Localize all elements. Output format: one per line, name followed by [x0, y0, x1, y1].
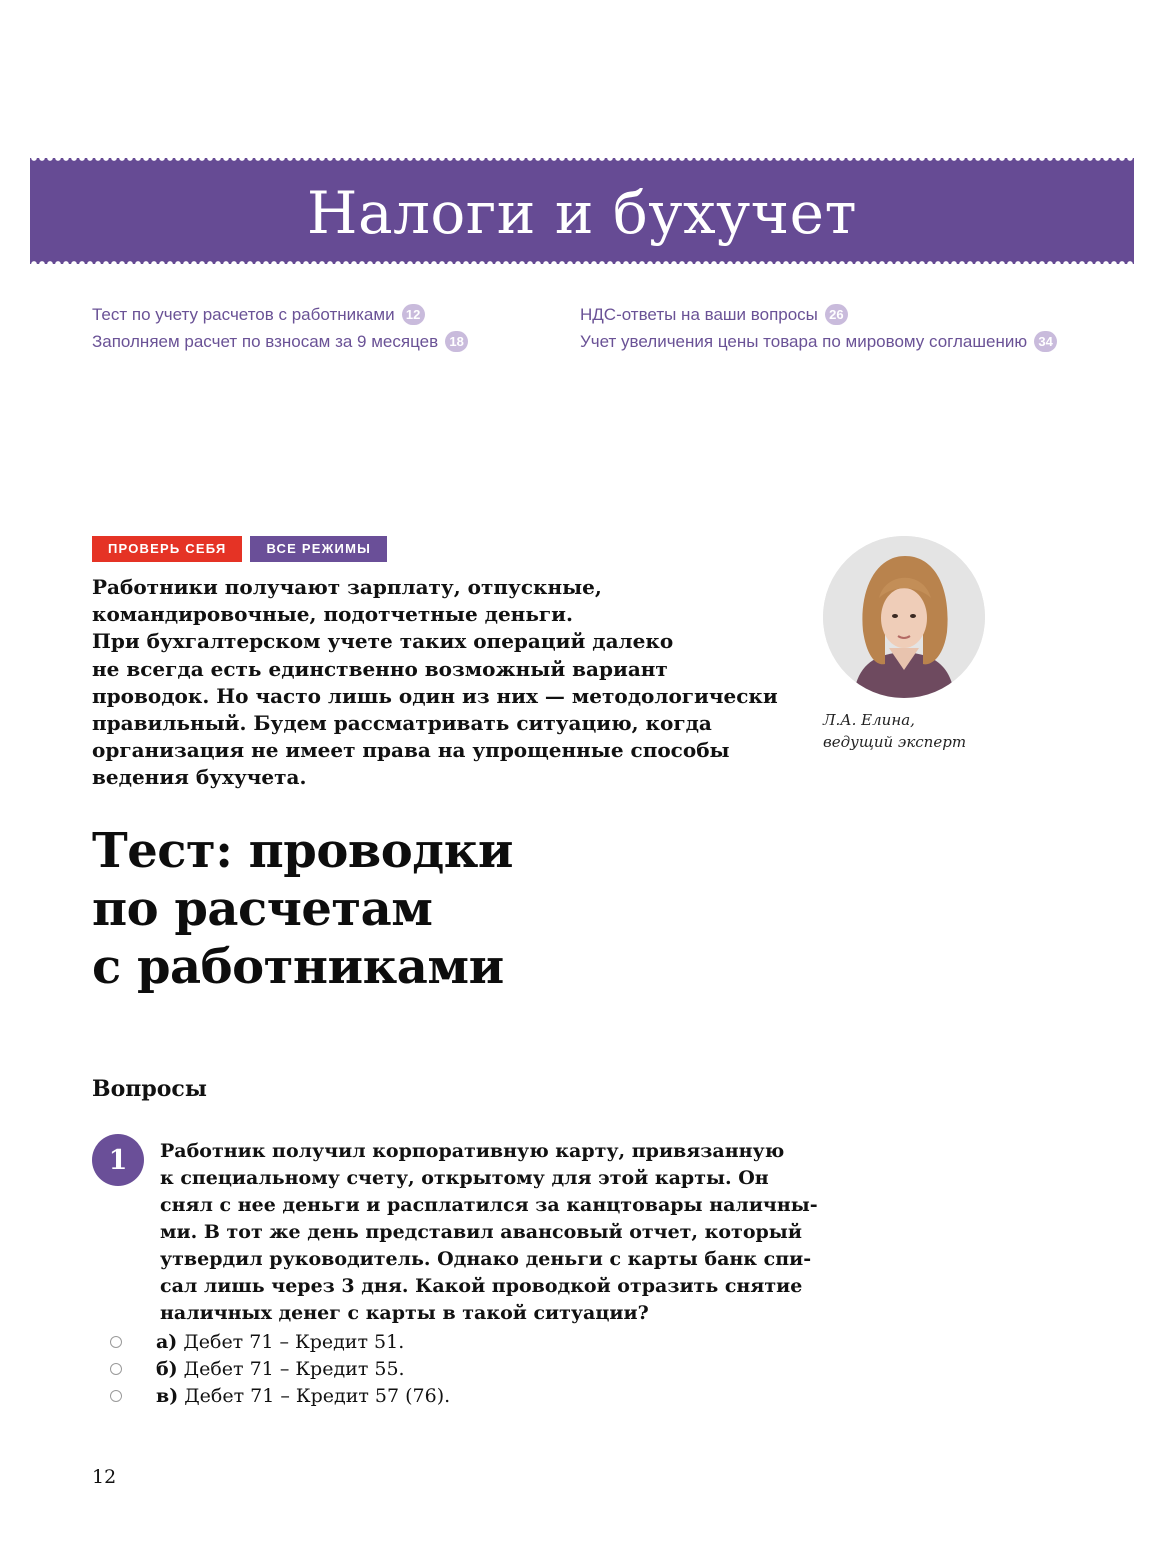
radio-button[interactable]: [110, 1363, 122, 1375]
option-letter: б): [156, 1357, 178, 1380]
author-portrait-icon: [823, 536, 985, 698]
toc-item[interactable]: [580, 328, 1057, 355]
lead-paragraph: [92, 574, 782, 792]
question-text: [160, 1138, 818, 1327]
lead-line: командировочные, подотчетные деньги.: [92, 602, 573, 627]
lead-line: не всегда есть единственно возможный вариант: [92, 656, 668, 681]
article-tags: [92, 536, 387, 562]
toc-page-badge: 12: [402, 304, 425, 325]
toc-item-label: Тест по учету расчетов с работниками: [92, 304, 395, 324]
headline-line: Тест: проводки: [92, 823, 513, 879]
option-text: Дебет 71 – Кредит 57 (76).: [184, 1384, 451, 1407]
lead-line: организация не имеет права на упрощенные способы: [92, 738, 730, 763]
section-title: Налоги и бухучет: [306, 179, 858, 247]
author-name: Л.А. Елина,: [823, 711, 915, 729]
option-text: Дебет 71 – Кредит 51.: [183, 1330, 405, 1353]
toc-item-label: Учет увеличения цены товара по мировому соглашению: [580, 331, 1028, 351]
lead-line: Работники получают зарплату, отпускные,: [92, 575, 602, 599]
page-number: 12: [92, 1466, 117, 1488]
questions-heading: Вопросы: [92, 1076, 207, 1102]
lead-line: При бухгалтерском учете таких операций далеко: [92, 629, 674, 654]
question-line: снял с нее деньги и расплатился за канцтовары наличны-: [160, 1194, 818, 1216]
tag-all-modes: ВСЕ РЕЖИМЫ: [250, 536, 387, 562]
section-banner: [30, 158, 1134, 264]
toc-item[interactable]: [92, 328, 468, 355]
option-letter: в): [156, 1384, 179, 1407]
question-line: сал лишь через 3 дня. Какой проводкой отразить снятие: [160, 1275, 803, 1297]
radio-button[interactable]: [110, 1336, 122, 1348]
author-photo: [823, 536, 985, 698]
toc-item-label: НДС-ответы на ваши вопросы: [580, 304, 818, 324]
question-line: к специальному счету, открытому для этой карты. Он: [160, 1167, 769, 1189]
toc-page-badge: 34: [1034, 331, 1057, 352]
question-line: Работник получил корпоративную карту, привязанную: [160, 1140, 785, 1162]
option-letter: а): [156, 1330, 178, 1353]
toc-page-badge: 18: [445, 331, 468, 352]
question-number-badge: 1: [92, 1134, 144, 1186]
toc-right-column: [580, 301, 1057, 355]
tag-check-yourself: ПРОВЕРЬ СЕБЯ: [92, 536, 242, 562]
author-role: ведущий эксперт: [823, 733, 967, 751]
answer-option-b[interactable]: [110, 1355, 450, 1382]
question-line: утвердил руководитель. Однако деньги с карты банк спи-: [160, 1248, 812, 1270]
toc-item[interactable]: [580, 301, 1057, 328]
question-line: ми. В тот же день представил авансовый отчет, который: [160, 1221, 802, 1243]
headline-line: по расчетам: [92, 881, 433, 937]
toc-left-column: [92, 301, 468, 355]
lead-line: проводок. Но часто лишь один из них — методологически: [92, 683, 778, 708]
answer-options: [110, 1328, 450, 1409]
answer-option-a[interactable]: [110, 1328, 450, 1355]
toc-page-badge: 26: [825, 304, 848, 325]
article-headline: [92, 822, 513, 996]
lead-line: ведения бухучета.: [92, 765, 307, 790]
toc-item-label: Заполняем расчет по взносам за 9 месяцев: [92, 331, 439, 351]
author-caption: [823, 709, 966, 753]
lead-line: правильный. Будем рассматривать ситуацию, когда: [92, 711, 712, 736]
question-line: наличных денег с карты в такой ситуации?: [160, 1302, 649, 1324]
headline-line: с работниками: [92, 939, 504, 995]
option-text: Дебет 71 – Кредит 55.: [183, 1357, 405, 1380]
radio-button[interactable]: [110, 1390, 122, 1402]
answer-option-c[interactable]: [110, 1382, 450, 1409]
toc-item[interactable]: [92, 301, 468, 328]
